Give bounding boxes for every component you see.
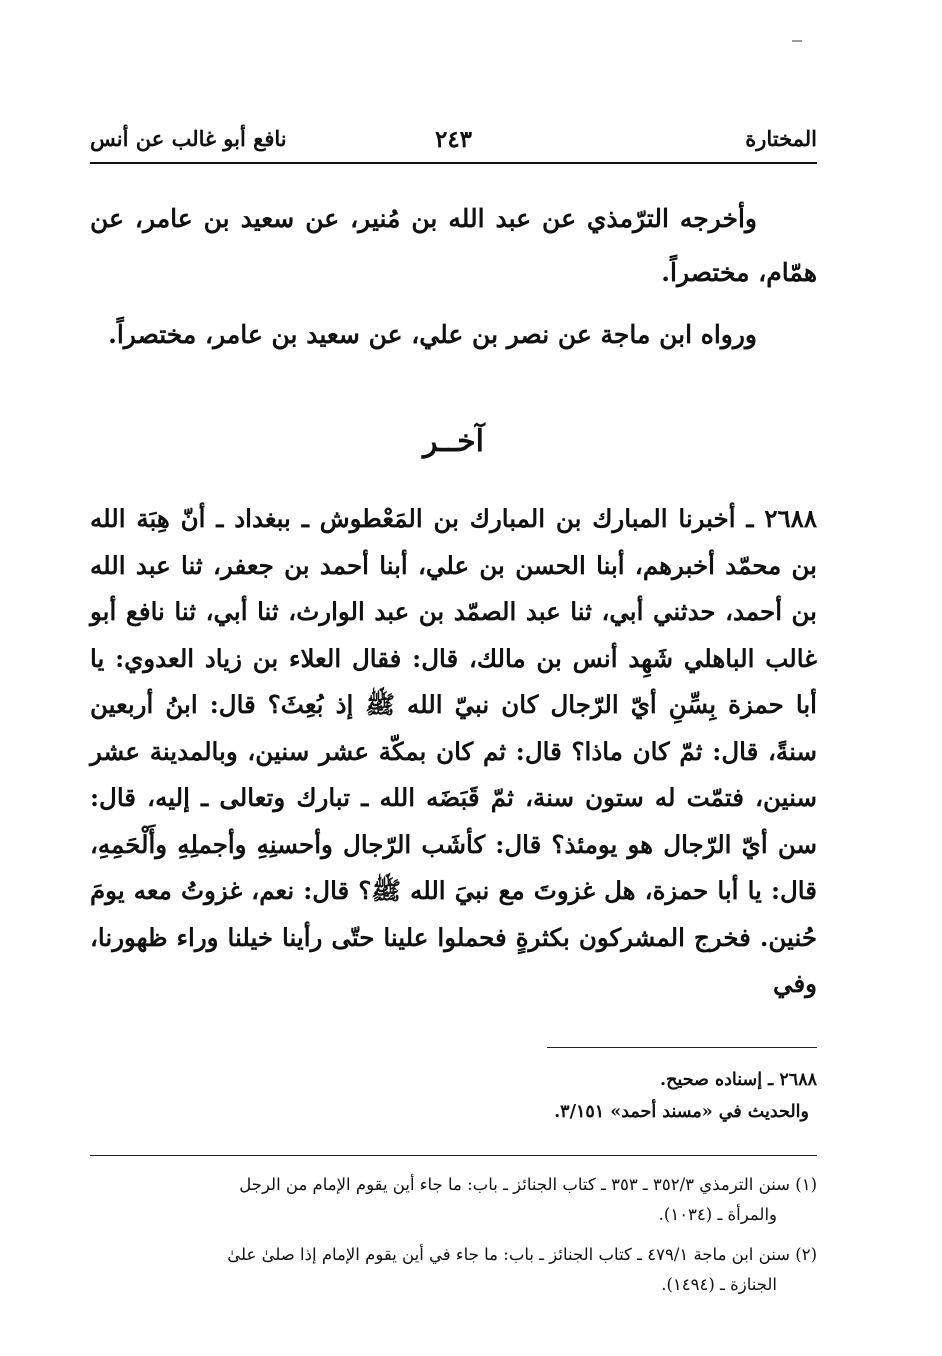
hadith-paragraph <box>90 496 817 1008</box>
footnote-1 <box>90 1170 817 1230</box>
hadith-text: ـ أخبرنا المبارك بن المبارك بن المَعْطوش ـ ببغداد ـ أنّ هِبَة الله بن محمّد أخبرهم، أبنا الحسن بن علي، أبنا أحمد بن جعفر، ثنا عبد الله بن أحمد، حدثني أبي، ثنا عبد الصمّد بن عبد الوارث، ثنا أبي، ثنا نافع أبو غالب الباهلي شَهِد أنس بن مالك، قال: فقال العلاء بن زياد العدوي: يا أبا حمزة بِسِّنِ أيّ الرّجال كان نبيّ الله ﷺ إذ بُعِثَ؟ قال: ابنُ أربعين سنةً، قال: ثمّ كان ماذا؟ قال: ثم كان بمكّة عشر سنين، وبالمدينة عشر سنين، فتمّت له ستون سنة، ثمّ قَبَضَه الله ـ تبارك وتعالى ـ إليه، قال: سن أيّ الرّجال هو يومئذ؟ قال: كأشَب الرّجال وأحسنِهِ وأجملِهِ وأَلْحَمِهِ، قال: يا أبا حمزة، هل غزوتَ مع نبيَ الله ﷺ؟ قال: نعم، غزوتُ معه يومَ حُنين. فخرج المشركون بكثرةٍ فحملوا علينا حتّى رأينا خيلنا وراء ظهورنا، وفي <box>90 504 817 998</box>
notes-divider <box>547 1047 817 1048</box>
page-number: ٢٤٣ <box>434 126 473 153</box>
header-chapter-title: نافع أبو غالب عن أنس <box>90 126 287 151</box>
paragraph-tirmidhi: وأخرجه الترّمذي عن عبد الله بن مُنير، عن سعيد بن عامر، عن همّام، مختصراً. <box>90 204 817 287</box>
hadith-notes <box>90 1064 817 1128</box>
footnotes-divider <box>90 1155 817 1156</box>
running-header <box>90 118 817 158</box>
footnote-2-line-2: الجنازة ـ (١٤٩٤). <box>661 1275 777 1294</box>
paragraph-ibn-majah: ورواه ابن ماجة عن نصر بن علي، عن سعيد بن عامر، مختصراً. <box>108 320 757 349</box>
footnote-2 <box>90 1240 817 1300</box>
note-musnad: والحديث في «مسند أحمد» ٣/١٥١. <box>554 1102 809 1122</box>
footnote-2-line-1: (٢) سنن ابن ماجة ٤٧٩/١ ـ كتاب الجنائز ـ باب: ما جاء في أين يقوم الإمام إذا صلىٰ علىٰ <box>227 1245 817 1264</box>
section-heading: آخــر <box>422 424 484 459</box>
header-divider <box>90 162 817 164</box>
hadith-number: ٢٦٨٨ <box>764 504 817 533</box>
note-isnad: ٢٦٨٨ ـ إسناده صحيح. <box>660 1070 817 1090</box>
footnote-1-line-2: والمرأة ـ (١٠٣٤). <box>658 1205 777 1224</box>
footnote-1-line-1: (١) سنن الترمذي ٣٥٢/٣ ـ ٣٥٣ ـ كتاب الجنائز ـ باب: ما جاء أين يقوم الإمام من الرجل <box>239 1175 817 1194</box>
scan-speck <box>792 40 802 42</box>
header-book-name: المختارة <box>745 126 817 151</box>
